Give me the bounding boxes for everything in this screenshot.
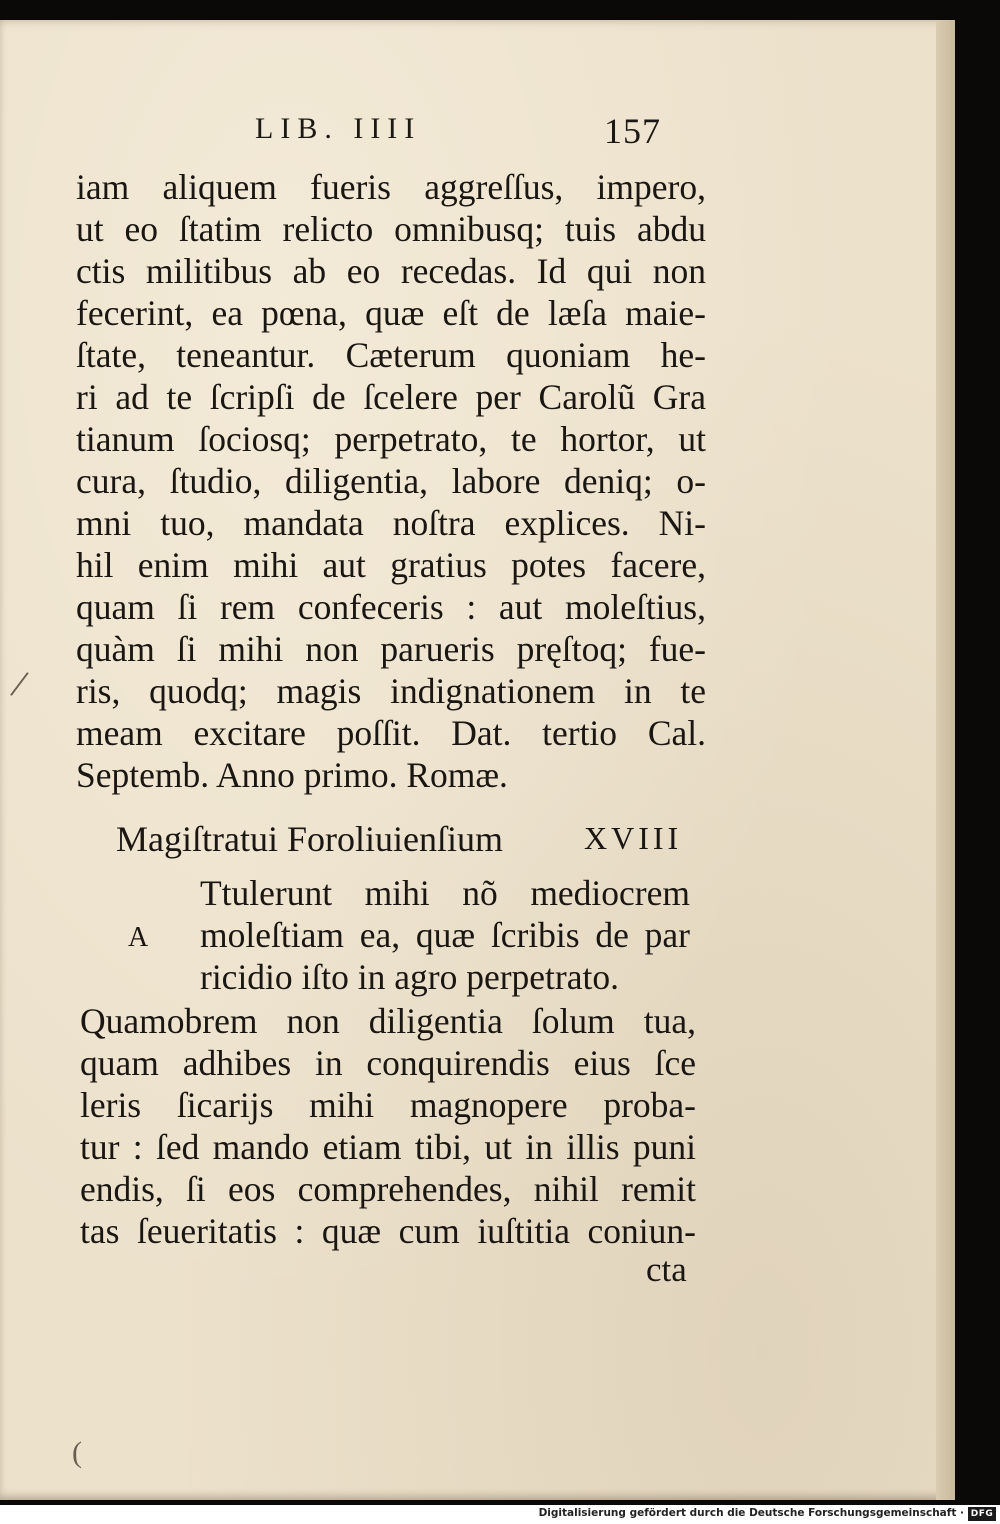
text-line: mni tuo, mandata noſtra explices. Ni- (76, 503, 706, 543)
letter-1-text (76, 166, 706, 796)
letter-2-number: XVIII (584, 820, 683, 856)
text-line: Quamobrem non diligentia ſolum tua, (80, 1001, 696, 1041)
running-head-book: LIB. IIII (255, 112, 422, 145)
text-line: cura, ſtudio, diligentia, labore deniq; o- (76, 461, 706, 501)
letter-2-text (80, 1000, 696, 1252)
text-line: hil enim mihi aut gratius potes facere, (76, 545, 706, 585)
text-line: moleſtiam ea, quæ ſcribis de par (200, 915, 690, 955)
text-line: ricidio iſto in agro perpetrato. (200, 957, 619, 997)
text-line: quàm ſi mihi non parueris pręſtoq; fue- (76, 629, 706, 669)
text-line: fecerint, ea pœna, quæ eſt de læſa maie- (76, 293, 706, 333)
text-line: Ttulerunt mihi nõ mediocrem (200, 873, 690, 913)
text-line: Septemb. Anno primo. Romæ. (76, 755, 508, 795)
digitization-credit: Digitalisierung gefördert durch die Deutsche Forschungsgemeinschaft · (538, 1507, 964, 1519)
text-line: quam adhibes in conquirendis eius ſce (80, 1043, 696, 1083)
text-line: quam ſi rem confeceris : aut moleſtius, (76, 587, 706, 627)
letter-2-indented-text (200, 872, 690, 998)
margin-bracket-mark: ( (72, 1436, 82, 1469)
page-number: 157 (604, 111, 661, 151)
page-edge (936, 20, 955, 1500)
text-line: tur : ſed mando etiam tibi, ut in illis puni (80, 1127, 696, 1167)
catchword: cta (646, 1250, 687, 1289)
text-line: ris, quodq; magis indignationem in te (76, 671, 706, 711)
guide-letter-initial: A (128, 922, 149, 953)
letter-2-addressee: Magiſtratui Foroliuienſium (116, 819, 503, 859)
footer-bar (0, 1505, 1000, 1524)
text-line: tas ſeueritatis : quæ cum iuſtitia coniun- (80, 1211, 696, 1251)
letter-2-heading (116, 818, 696, 866)
text-line: ſtate, teneantur. Cæterum quoniam he- (76, 335, 706, 375)
running-head (0, 112, 955, 158)
text-line: ri ad te ſcripſi de ſcelere per Carolũ Gra (76, 377, 706, 417)
text-line: meam excitare poſſit. Dat. tertio Cal. (76, 713, 706, 753)
text-line: iam aliquem fueris aggreſſus, impero, (76, 167, 706, 207)
margin-pencil-mark: / (7, 660, 32, 707)
text-line: ctis militibus ab eo recedas. Id qui non (76, 251, 706, 291)
text-line: leris ſicarijs mihi magnopere proba- (80, 1085, 696, 1125)
dfg-logo: DFG (968, 1507, 996, 1521)
text-line: ut eo ſtatim relicto omnibusq; tuis abdu (76, 209, 706, 249)
text-line: tianum ſociosq; perpetrato, te hortor, ut (76, 419, 706, 459)
text-line: endis, ſi eos comprehendes, nihil remit (80, 1169, 696, 1209)
